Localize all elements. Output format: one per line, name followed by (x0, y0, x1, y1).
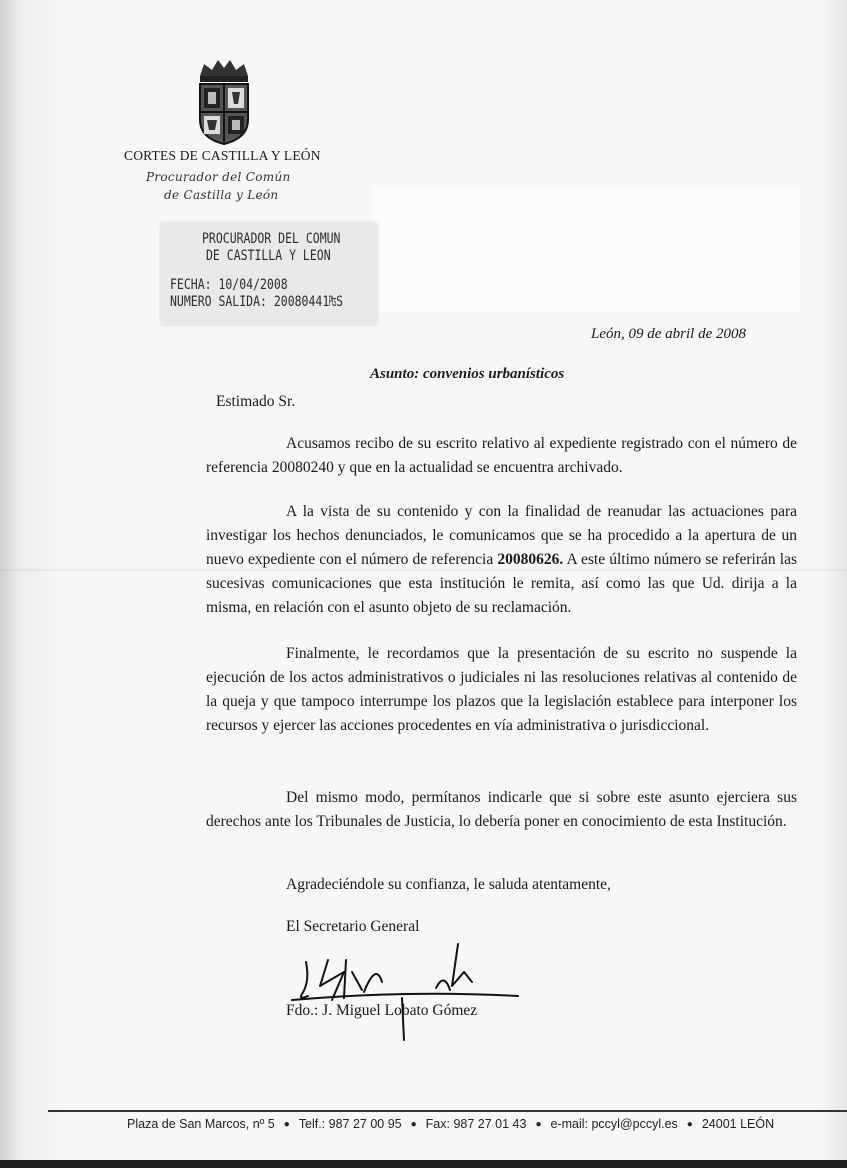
paragraph-4: Del mismo modo, permítanos indicarle que si sobre este asunto ejerciera sus derechos ante los Tribunales de Justicia, lo debería poner en conocimiento de esta Institución. (206, 789, 797, 830)
stamp-line1: PROCURADOR DEL COMUN (202, 230, 341, 247)
paragraph-2 (206, 500, 797, 620)
closing-line: Agradeciéndole su confianza, le saluda atentamente, (286, 876, 611, 893)
footer-email[interactable]: e-mail: pccyl@pccyl.es (550, 1117, 678, 1131)
redacted-address-block (372, 186, 801, 312)
stamp-line2: DE CASTILLA Y LEON (206, 247, 331, 264)
signed-by: Fdo.: J. Miguel Lobato Gómez (286, 1002, 478, 1019)
signer-title: El Secretario General (286, 918, 420, 935)
footer-fax: Fax: 987 27 01 43 (425, 1117, 527, 1131)
letter-date: León, 09 de abril de 2008 (591, 326, 746, 342)
paragraph-1: Acusamos recibo de su escrito relativo al expediente registrado con el número de referencia 20080240 y que en la actualidad se encuentra archivado. (206, 435, 797, 476)
office-name-line2: de Castilla y León (164, 188, 279, 202)
scan-bottom-edge (0, 1160, 847, 1168)
paragraph-2-text-b: A este último número se referirán las sucesivas comunicaciones que esta institución le remita, así como las que Ud. dirija a la misma, en relación con el asunto objeto de su reclamación. (206, 551, 797, 616)
stamp-date: FECHA: 10/04/2008 (170, 276, 288, 293)
letter-subject: Asunto: convenios urbanísticos (370, 366, 565, 382)
footer-phone: Telf.: 987 27 00 95 (298, 1117, 402, 1131)
reference-number: 20080626. (497, 551, 564, 568)
bullet-icon: ● (535, 1119, 542, 1130)
bullet-icon: ● (283, 1119, 290, 1130)
bullet-icon: ● (410, 1119, 417, 1130)
office-name-line1: Procurador del Común (146, 170, 291, 184)
letter-greeting: Estimado Sr. (216, 393, 296, 410)
signature-icon (286, 942, 526, 1046)
registry-stamp (160, 222, 378, 326)
paragraph-2-text-a: A la vista de su contenido y con la finalidad de reanudar las actuaciones para investigar los hechos denunciados, le comunicamos que se ha procedido a la apertura de un nuevo expediente con el número de referencia (206, 503, 797, 568)
coat-of-arms-icon (192, 58, 256, 146)
bullet-icon: ● (686, 1119, 693, 1130)
institution-name: CORTES DE CASTILLA Y LEÓN (124, 148, 321, 163)
footer-address: Plaza de San Marcos, nº 5 (127, 1117, 275, 1131)
stamp-exit-number: NUMERO SALIDA: 20080441₧S (170, 293, 344, 310)
footer-postal: 24001 LEÓN (701, 1117, 775, 1131)
footer-divider (48, 1110, 847, 1112)
paragraph-3: Finalmente, le recordamos que la presentación de su escrito no suspende la ejecución de los actos administrativos o judiciales ni las resoluciones relativas al contenido de la queja y que tampoco interrumpe los plazos que la legislación establece para interponer los recursos y ejercer las acciones procedentes en vía administrativa o jurisdiccional. (206, 645, 797, 734)
footer-contact (127, 1117, 774, 1131)
